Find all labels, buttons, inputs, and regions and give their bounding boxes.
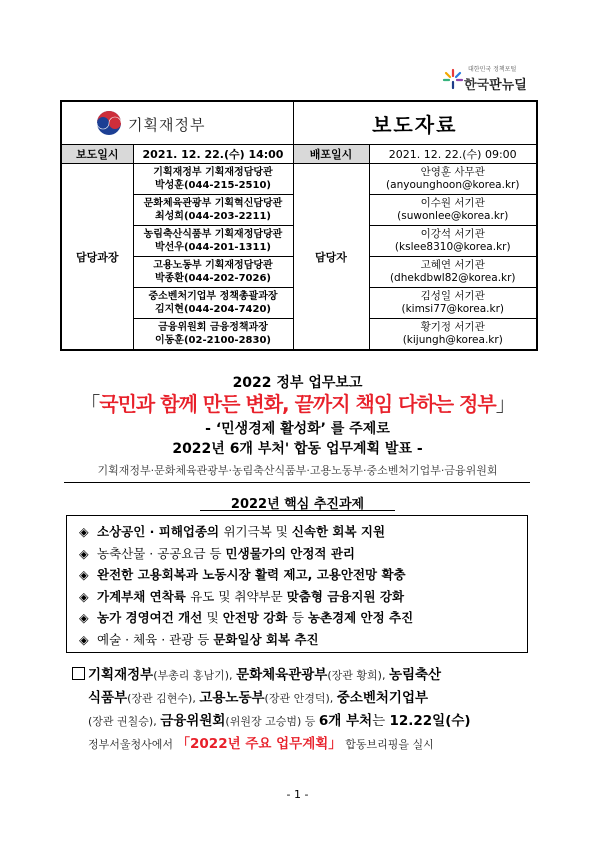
checkbox-bullet-icon [72, 667, 85, 680]
core-task-item [79, 521, 527, 543]
paragraph-text: 는 [372, 713, 390, 729]
task-text: 소상공인 · 피해업종의 [97, 524, 224, 539]
paragraph-text: 12.22일(수) [389, 713, 471, 729]
paragraph-text: (부총리 홍남기), [153, 669, 237, 682]
task-text: 유도 및 취약부문 [190, 588, 287, 604]
diamond-bullet-icon: ◈ [79, 610, 89, 625]
announcement-line: 2022년 6개 부처' 합동 업무계획 발표 - [172, 441, 423, 457]
core-task-item [79, 629, 527, 651]
officer-row: 중소벤처기업부 정책총괄과장 김지현(044-204-7420) [133, 288, 293, 319]
core-title-underline [200, 510, 395, 511]
paragraph-line [88, 733, 538, 756]
release-label: 보도일시 [61, 145, 133, 164]
main-headline: 「국민과 함께 만든 변화, 끝까지 책임 다하는 정부」 [80, 392, 515, 416]
task-text: 가계부채 연착륙 [97, 588, 191, 604]
officer-row: 기획재정부 기획재정담당관 박성훈(044-215-2510) [133, 164, 293, 195]
contact-row: 고혜연 서기관 (dhekdbwl82@korea.kr) [369, 257, 537, 288]
ministry-cell [61, 101, 293, 145]
divider [64, 482, 530, 483]
paragraph-text: 고용노동부 [199, 690, 265, 706]
paragraph-text: 농림축산 [388, 667, 442, 683]
paragraph-text: (장관 안경덕), [264, 692, 337, 705]
task-text: 완전한 고용회복과 [97, 567, 203, 582]
paragraph-text: 「2022년 주요 업무계획」 [176, 736, 342, 752]
paragraph-text: 금융위원회 [160, 713, 226, 729]
diamond-bullet-icon: ◈ [79, 524, 89, 539]
distribution-date: 2021. 12. 22.(수) 09:00 [369, 145, 537, 164]
paragraph-text: 6개 부처 [318, 713, 373, 729]
task-text: 위기극복 및 [223, 524, 292, 539]
officer-row: 문화체육관광부 기획혁신담당관 최성희(044-203-2211) [133, 195, 293, 226]
page-number: - 1 - [286, 788, 309, 801]
core-task-item [79, 564, 527, 586]
paragraph-text: 정부서울청사에서 [88, 738, 177, 751]
paragraph-text: 기획재정부 [88, 667, 154, 683]
task-text: 맞춤형 금융지원 강화 [286, 588, 405, 604]
task-text: 및 [206, 610, 223, 625]
task-text: 민생물가의 안정적 관리 [225, 545, 356, 561]
task-text: 농가 경영여건 개선 [97, 610, 207, 625]
diamond-bullet-icon: ◈ [79, 588, 89, 604]
paragraph-text: 문화체육관광부 [236, 667, 328, 683]
government-emblem-icon [96, 110, 122, 136]
paragraph-text: 중소벤처기업부 [336, 690, 429, 706]
core-task-item [79, 543, 527, 565]
ministries-list: 기획재정부·문화체육관광부·농림축산식품부·고용노동부·중소벤처기업부·금융위원회 [97, 464, 498, 477]
theme-line: - ‘민생경제 활성화’ 를 주제로 [205, 421, 390, 437]
paragraph-text: (장관 김현수), [127, 692, 200, 705]
contact-row: 이수원 서기관 (suwonlee@korea.kr) [369, 195, 537, 226]
officer-label: 담당과장 [61, 164, 133, 351]
diamond-bullet-icon: ◈ [79, 545, 89, 561]
ministry-name: 기획재정부 [128, 116, 206, 134]
paragraph-line [88, 687, 538, 710]
contact-row: 황기정 서기관 (kijungh@korea.kr) [369, 319, 537, 351]
diamond-bullet-icon: ◈ [79, 567, 89, 582]
press-release-title: 보도자료 [293, 101, 537, 145]
task-text: 예술 · 체육 · 관광 등 [97, 631, 214, 647]
press-header-table [60, 100, 538, 351]
officer-row: 고용노동부 기획재정담당관 박종환(044-202-7026) [133, 257, 293, 288]
core-task-item [79, 586, 527, 608]
brand-sparkle-icon [442, 68, 464, 90]
distribution-label: 배포일시 [293, 145, 369, 164]
paragraph-text: (장관 황희), [327, 669, 389, 682]
body-paragraph [88, 664, 538, 756]
officer-row: 금융위원회 금융정책과장 이동훈(02-2100-2830) [133, 319, 293, 351]
brand-subtitle: 대한민국 정책포털 [468, 66, 517, 73]
core-tasks-title: 2022년 핵심 추진과제 [230, 497, 365, 512]
core-tasks-box [66, 515, 528, 653]
task-text: 등 [291, 610, 308, 625]
release-date: 2021. 12. 22.(수) 14:00 [133, 145, 293, 164]
task-text: 노동시장 활력 제고, 고용안전망 확충 [202, 567, 406, 582]
officer-row: 농림축산식품부 기획재정담당관 박선우(044-201-1311) [133, 226, 293, 257]
paragraph-text: (장관 권칠승), [88, 715, 161, 728]
contact-row: 김성일 서기관 (kimsi77@korea.kr) [369, 288, 537, 319]
diamond-bullet-icon: ◈ [79, 631, 89, 647]
task-text: 농촌경제 안정 추진 [307, 610, 414, 625]
contact-row: 안영훈 사무관 (anyounghoon@korea.kr) [369, 164, 537, 195]
task-text: 농축산물 · 공공요금 등 [97, 545, 226, 561]
task-text: 안전망 강화 [222, 610, 292, 625]
task-text: 신속한 회복 지원 [291, 524, 386, 539]
paragraph-text: 합동브리핑을 실시 [341, 738, 434, 751]
brand-name: 한국판뉴딜 [464, 78, 527, 93]
brand-logo-block [440, 64, 540, 100]
contact-row: 이강석 서기관 (kslee8310@korea.kr) [369, 226, 537, 257]
report-subtitle: 2022 정부 업무보고 [232, 375, 363, 391]
paragraph-line [88, 710, 538, 733]
paragraph-text: 식품부 [88, 690, 128, 706]
paragraph-line [88, 664, 538, 687]
core-task-item [79, 607, 527, 629]
task-text: 문화일상 회복 추진 [213, 631, 319, 647]
paragraph-text: (위원장 고승범) 등 [225, 715, 319, 728]
contact-label: 담당자 [293, 164, 369, 351]
